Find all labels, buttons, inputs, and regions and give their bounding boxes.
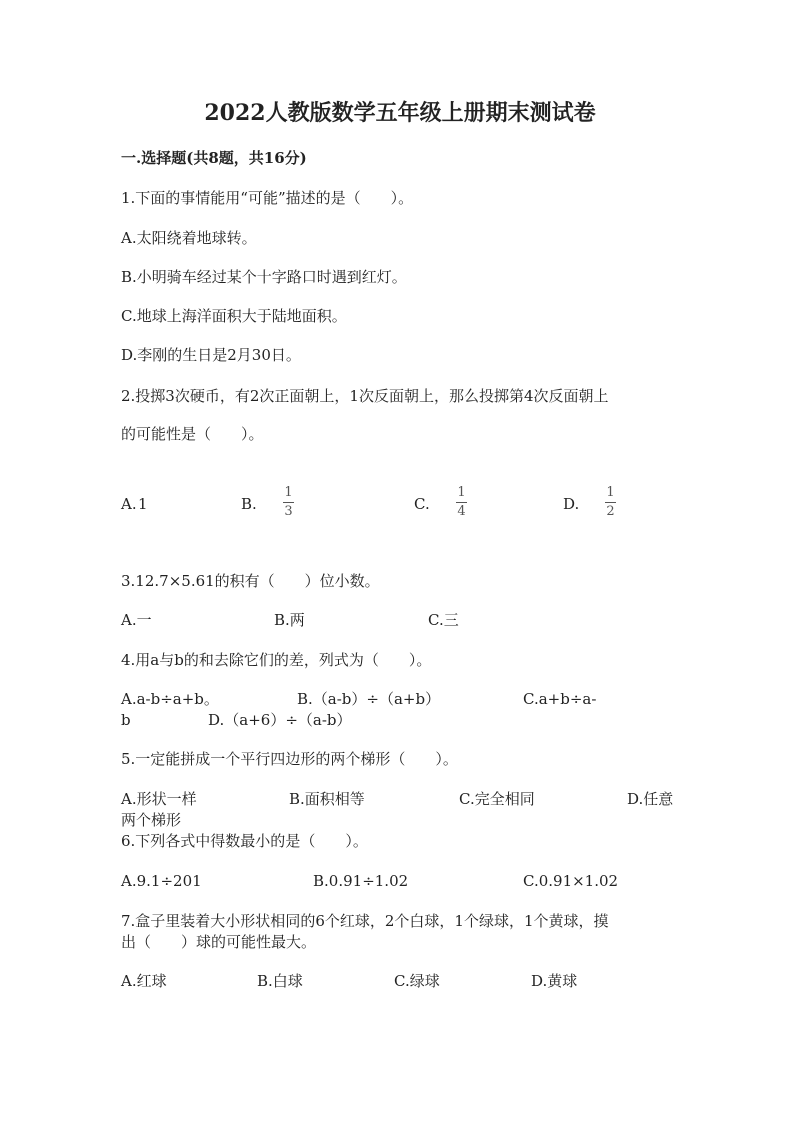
question-7-stem-line1: 7.盒子里装着大小形状相同的6个红球，2个白球，1个绿球，1个黄球，摸	[121, 912, 609, 930]
fraction-denominator: 2	[606, 504, 615, 519]
question-2-option-d-fraction	[605, 486, 616, 519]
fraction-bar	[283, 502, 294, 503]
question-5-option-c: C.完全相同	[459, 790, 535, 808]
question-2-stem-line2: 的可能性是（ ）。	[121, 425, 264, 443]
question-4-option-b: B.（a-b）÷（a+b）	[297, 690, 441, 708]
question-3-option-a: A.一	[121, 611, 152, 629]
question-7-option-b: B.白球	[257, 972, 303, 990]
question-4-stem: 4.用a与b的和去除它们的差，列式为（ ）。	[121, 651, 432, 669]
question-2-option-c-label: C.	[414, 495, 430, 513]
question-2-option-b-fraction	[283, 486, 294, 519]
question-3-option-c: C.三	[428, 611, 459, 629]
question-2-option-b-label: B.	[241, 495, 257, 513]
question-3-stem: 3.12.7×5.61的积有（ ）位小数。	[121, 572, 380, 590]
question-6-stem: 6.下列各式中得数最小的是（ ）。	[121, 832, 368, 850]
question-6-option-a: A.9.1÷201	[121, 872, 202, 890]
question-4-option-a: A.a-b÷a+b。	[121, 690, 219, 708]
fraction-numerator: 1	[457, 485, 466, 500]
question-5-option-b: B.面积相等	[289, 790, 365, 808]
question-4-option-d: D.（a+6）÷（a-b）	[208, 711, 352, 729]
fraction-denominator: 4	[457, 504, 466, 519]
question-5-stem: 5.一定能拼成一个平行四边形的两个梯形（ ）。	[121, 750, 458, 768]
question-4-option-c: C.a+b÷a-	[523, 690, 597, 708]
question-7-option-c: C.绿球	[394, 972, 440, 990]
question-7-option-d: D.黄球	[531, 972, 578, 990]
question-5-option-a: A.形状一样	[121, 790, 197, 808]
question-1-option-a: A.太阳绕着地球转。	[121, 229, 257, 247]
question-1-option-c: C.地球上海洋面积大于陆地面积。	[121, 307, 347, 325]
question-1-option-d: D.李刚的生日是2月30日。	[121, 346, 301, 364]
page-title: 2022人教版数学五年级上册期末测试卷	[204, 100, 596, 126]
question-2-option-c-fraction	[456, 486, 467, 519]
question-5-option-d-wrap: 两个梯形	[121, 811, 182, 829]
question-7-option-a: A.红球	[121, 972, 167, 990]
fraction-denominator: 3	[284, 504, 293, 519]
question-2-stem-line1: 2.投掷3次硬币，有2次正面朝上，1次反面朝上，那么投掷第4次反面朝上	[121, 387, 609, 405]
fraction-numerator: 1	[606, 485, 615, 500]
question-3-option-b: B.两	[274, 611, 305, 629]
question-2-option-d-label: D.	[563, 495, 580, 513]
question-1-stem: 1.下面的事情能用“可能”描述的是（ ）。	[121, 189, 414, 207]
question-5-option-d: D.任意	[627, 790, 674, 808]
question-2-option-a-value: 1	[138, 495, 148, 513]
fraction-bar	[456, 502, 467, 503]
section-heading: 一.选择题(共8题，共16分)	[121, 149, 307, 167]
fraction-numerator: 1	[284, 485, 293, 500]
question-2-option-a-label: A.	[121, 495, 137, 513]
question-4-option-c-wrap: b	[121, 711, 131, 729]
question-6-option-c: C.0.91×1.02	[523, 872, 619, 890]
question-6-option-b: B.0.91÷1.02	[313, 872, 409, 890]
question-7-stem-line2: 出（ ）球的可能性最大。	[121, 933, 317, 951]
fraction-bar	[605, 502, 616, 503]
question-1-option-b: B.小明骑车经过某个十字路口时遇到红灯。	[121, 268, 407, 286]
